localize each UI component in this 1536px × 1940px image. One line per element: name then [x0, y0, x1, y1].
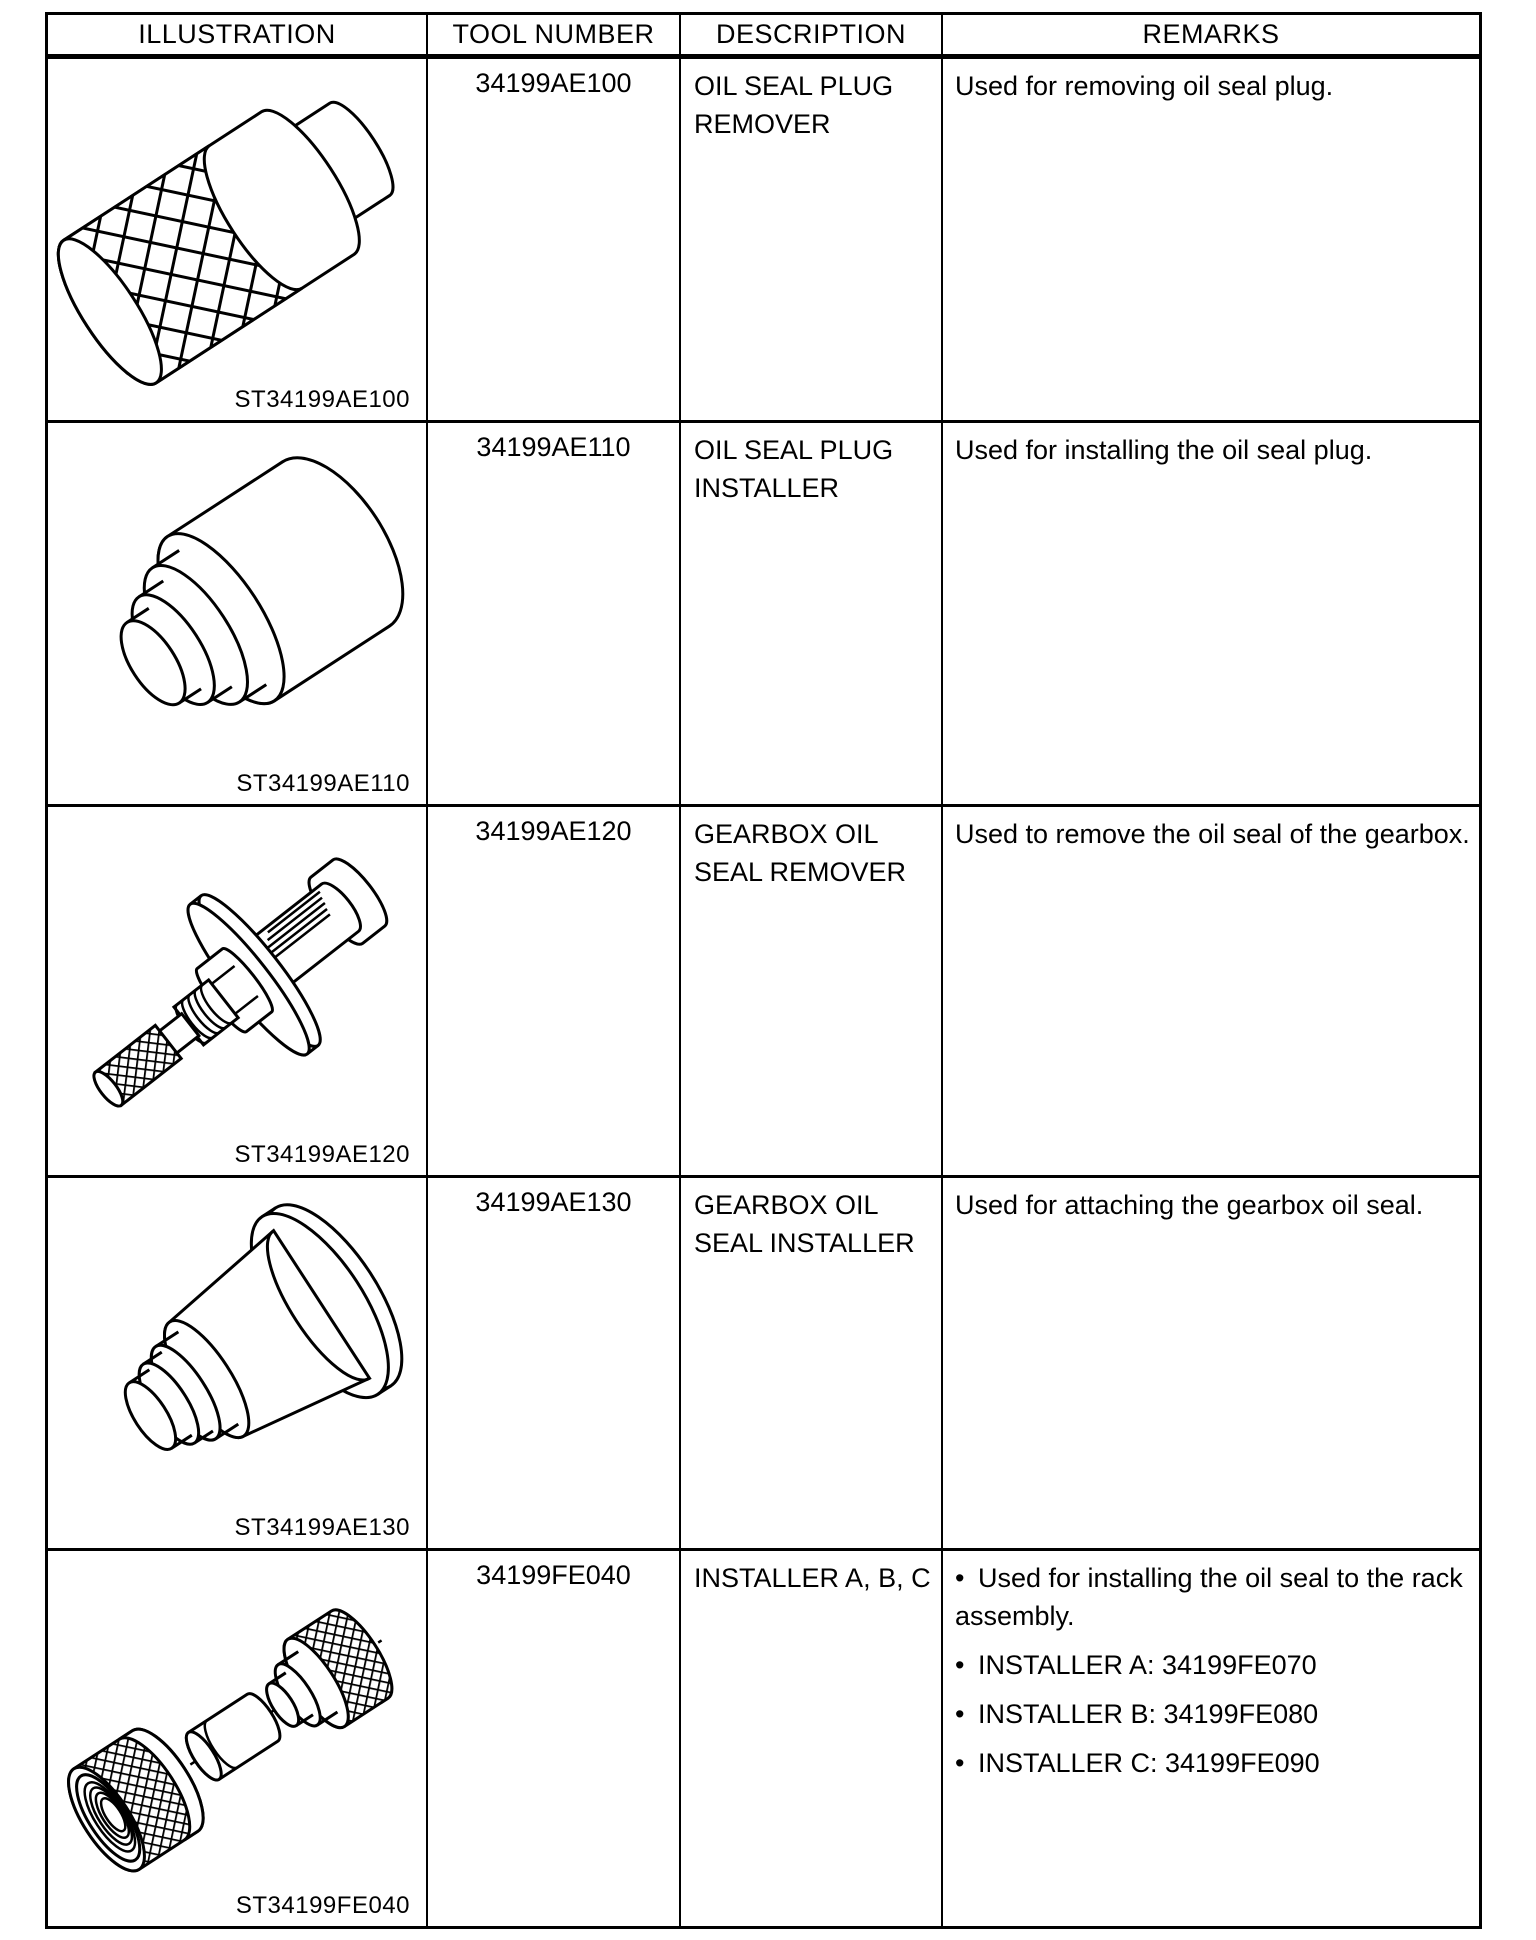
remarks-bullet-list	[955, 1559, 1477, 1782]
illustration-cell	[48, 807, 428, 1178]
tool-number-cell: 34199AE120	[428, 807, 681, 1178]
illustration-cell	[48, 1551, 428, 1926]
illustration-caption: ST34199AE120	[234, 1141, 410, 1168]
remarks-bullet: • INSTALLER B: 34199FE080	[955, 1695, 1477, 1733]
tool-number-cell: 34199AE110	[428, 423, 681, 807]
illustration-cell	[48, 59, 428, 423]
remarks-bullet: • INSTALLER A: 34199FE070	[955, 1646, 1477, 1684]
illustration-caption: ST34199AE100	[234, 386, 410, 413]
remarks-cell: Used for attaching the gearbox oil seal.	[943, 1178, 1479, 1551]
description-cell: INSTALLER A, B, C	[681, 1551, 943, 1926]
special-tools-table	[45, 12, 1482, 1929]
tool-number-cell: 34199FE040	[428, 1551, 681, 1926]
illustration-caption: ST34199AE130	[234, 1514, 410, 1541]
remarks-cell: Used for installing the oil seal plug.	[943, 423, 1479, 807]
header-tool-number: TOOL NUMBER	[428, 15, 681, 59]
remarks-cell: Used to remove the oil seal of the gearbox.	[943, 807, 1479, 1178]
header-illustration: ILLUSTRATION	[48, 15, 428, 59]
remarks-bullet: • INSTALLER C: 34199FE090	[955, 1744, 1477, 1782]
description-cell: GEARBOX OIL SEAL INSTALLER	[681, 1178, 943, 1551]
gearbox-oil-seal-installer-drawing	[54, 1188, 420, 1533]
description-cell: GEARBOX OIL SEAL REMOVER	[681, 807, 943, 1178]
remarks-cell	[943, 1551, 1479, 1926]
illustration-caption: ST34199FE040	[235, 1892, 410, 1919]
description-cell: OIL SEAL PLUG INSTALLER	[681, 423, 943, 807]
gearbox-oil-seal-remover-drawing	[54, 817, 420, 1157]
illustration-caption: ST34199AE110	[236, 770, 410, 797]
installer-abc-exploded-drawing	[54, 1561, 420, 1906]
header-remarks: REMARKS	[943, 15, 1479, 59]
oil-seal-plug-remover-drawing	[54, 69, 420, 399]
header-description: DESCRIPTION	[681, 15, 943, 59]
tool-number-cell: 34199AE100	[428, 59, 681, 423]
illustration-cell	[48, 423, 428, 807]
oil-seal-plug-installer-drawing	[54, 433, 420, 783]
remarks-bullet: • Used for installing the oil seal to the rack assembly.	[955, 1559, 1477, 1635]
illustration-cell	[48, 1178, 428, 1551]
tool-number-cell: 34199AE130	[428, 1178, 681, 1551]
remarks-cell: Used for removing oil seal plug.	[943, 59, 1479, 423]
description-cell: OIL SEAL PLUG REMOVER	[681, 59, 943, 423]
